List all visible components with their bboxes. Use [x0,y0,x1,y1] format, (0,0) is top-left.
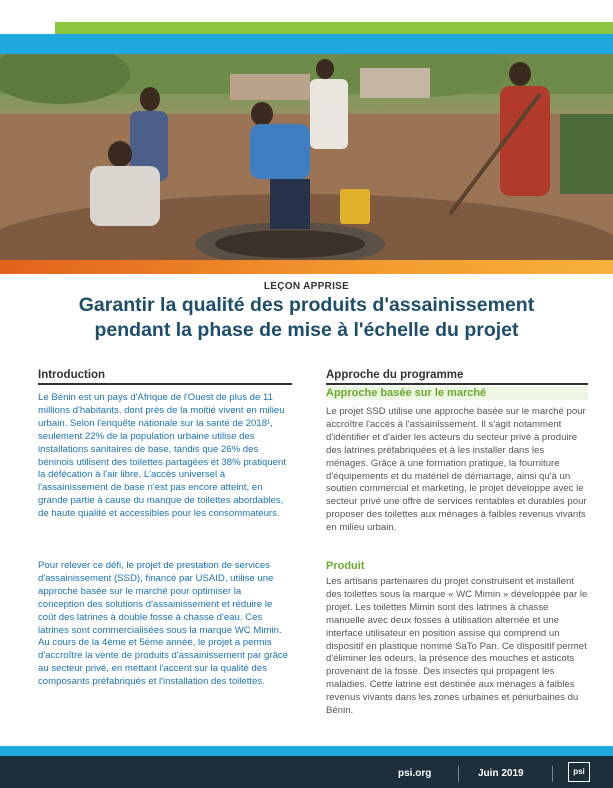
product-paragraph: Les artisans partenaires du projet construisent et installent des toilettes sous la marque « WC Mimin » développée par le projet. Les toilettes Mimin sont des latrines à chasse manuelle avec deux fosses à utilisation alternée et une interface utilisateur en position assise qui comprend un dispositif en plastique nommé SaTo Pan. Ce dispositif permet d'éliminer les odeurs, la présence des mouches et asticots provenant de la fosse. Des insectes qui propagent les maladies. Cette latrine est destinée aux ménages à faibles revenus vivants dans les zones urbaines et périurbaines du Bénin. [326,576,588,717]
introduction-paragraph-1: Le Bénin est un pays d'Afrique de l'Ouest de plus de 11 millions d'habitants, dont près de la moitié vivent en milieu urbain. Selon l'enquête nationale sur la santé de 2018¹, seulement 22% de la population urbaine utilise des installations sanitaires de base, tandis que 26% des béninois utilisent des toilettes partagées et 38% pratiquent la défécation à l'air libre. L'accès universel à l'assainissement de base n'est pas encore atteint, en grande partie à cause du manque de toilettes abordables, de haute qualité et accessibles pour les consommateurs. [38,392,286,520]
title-line-1: Garantir la qualité des produits d'assainissement [78,294,535,316]
introduction-paragraph-2: Pour relever ce défi, le projet de prestation de services d'assainissement (SSD), financé par USAID, utilise une approche basée sur le marché pour optimiser la conception des solutions d'assainissement et réduire le coût des latrines à double fosse à chasse d'eau. Ces latrines sont commercialisées sous la marque WC Mimin. Au cours de la 4ème et 5ème année, le projet a permis d'accroître la vente de produits d'assainissement par grâce au secteur privé, en mettant l'accent sur la qualité des composants préfabriqués et l'installation des toilettes. [38,560,289,688]
introduction-heading: Introduction [38,369,106,381]
product-subheading: Produit [326,560,365,572]
orange-band [0,260,613,274]
top-blue-bar [0,34,613,54]
footer-date: Juin 2019 [478,768,524,779]
footer-site-link[interactable]: psi.org [398,768,432,779]
page-title [30,293,583,343]
approach-heading: Approche du programme [326,369,464,381]
introduction-rule [38,383,292,385]
market-approach-subheading: Approche basée sur le marché [326,387,487,399]
approach-rule [326,383,588,385]
top-green-bar [55,22,613,34]
psi-logo-icon: psi [568,762,590,782]
lesson-label: LEÇON APPRISE [263,281,350,292]
title-line-2: pendant la phase de mise à l'échelle du projet [94,319,519,341]
footer-separator-2 [552,766,553,782]
market-approach-paragraph: Le projet SSD utilise une approche basée sur le marché pour accroître l'accès à l'assainissement. Il s'agit notamment d'identifier et d'aider les acteurs du secteur privé à produire des latrines préfabriquées et à les installer dans les ménages. Grâce à une formation pratique, la fourniture d'équipements et du matériel de démarrage, ainsi qu'à un soutien commercial et marketing, le projet développe avec le secteur privé une offre de services rentables et durables pour proposer des toilettes aux ménages à faibles revenus vivants en milieu urbain. [326,406,587,534]
footer-blue-bar [0,746,613,756]
header-photo [0,54,613,260]
footer-separator [458,766,459,782]
